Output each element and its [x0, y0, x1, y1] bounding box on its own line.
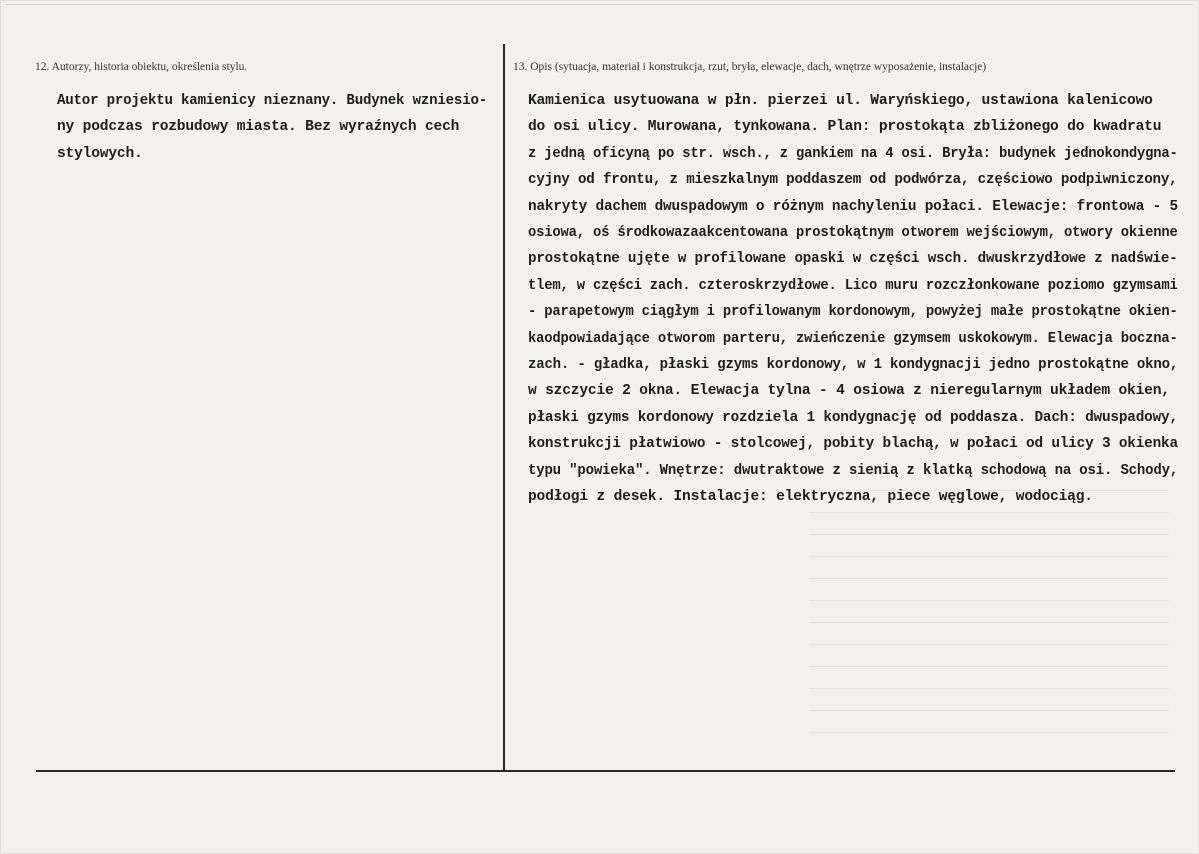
typed-line: prostokątne ujęte w profilowane opaski w części wsch. dwuskrzydłowe z nadświe- [528, 251, 1178, 268]
section-12-heading: 12. Autorzy, historia obiektu, określenia stylu. [35, 61, 248, 73]
typed-line: kaodpowiadające otworom parteru, zwieńczenie gzymsem uskokowym. Elewacja boczna- [528, 330, 1178, 347]
bottom-rule [36, 770, 1175, 772]
typed-line: typu "powieka". Wnętrze: dwutraktowe z sienią z klatką schodową na osi. Schody, [528, 462, 1179, 479]
typed-line: osiowa, oś środkowazaakcentowana prostokątnym otworem wejściowym, otwory okienne [528, 225, 1178, 242]
typed-line: cyjny od frontu, z mieszkalnym poddaszem od podwórza, częściowo podpiwniczony, [528, 172, 1178, 189]
section-13-typed-text [528, 88, 1178, 511]
typed-line: Kamienica usytuowana w płn. pierzei ul. Waryńskiego, ustawiona kalenicowo [528, 93, 1153, 109]
typed-line: w szczycie 2 okna. Elewacja tylna - 4 osiowa z nieregularnym układem okien, [528, 383, 1170, 400]
section-12-typed-text [57, 88, 487, 167]
typed-line: do osi ulicy. Murowana, tynkowana. Plan: prostokąta zbliżonego do kwadratu [528, 119, 1162, 136]
page-top-edge [6, 4, 1193, 5]
typed-line: Autor projektu kamienicy nieznany. Budynek wzniesio- [57, 93, 487, 109]
typed-line: stylowych. [57, 145, 143, 162]
typed-line: nakryty dachem dwuspadowym o różnym nachyleniu połaci. Elewacje: frontowa - 5 [528, 198, 1178, 215]
typed-line: - parapetowym ciągłym i profilowanym kordonowym, powyżej małe prostokątne okien- [528, 304, 1178, 321]
typed-line: tlem, w części zach. czteroskrzydłowe. Lico muru rozczłonkowane poziomo gzymsami [528, 277, 1178, 294]
bleed-through-texture [809, 490, 1169, 750]
typed-line: konstrukcji płatwiowo - stolcowej, pobity blachą, w połaci od ulicy 3 okienka [528, 436, 1178, 453]
typed-line: z jedną oficyną po str. wsch., z gankiem na 4 osi. Bryła: budynek jednokondygna- [528, 145, 1178, 162]
typed-line: zach. - gładka, płaski gzyms kordonowy, w 1 kondygnacji jedno prostokątne okno, [528, 357, 1179, 374]
typed-line: podłogi z desek. Instalacje: elektryczna, piece węglowe, wodociąg. [528, 489, 1093, 506]
typed-line: płaski gzyms kordonowy rozdziela 1 kondygnację od poddasza. Dach: dwuspadowy, [528, 409, 1178, 426]
section-13-heading: 13. Opis (sytuacja, materiał i konstrukcja, rzut, bryła, elewacje, dach, wnętrze wyposażenie, instalacje) [513, 61, 987, 73]
typed-line: ny podczas rozbudowy miasta. Bez wyraźnych cech [57, 119, 460, 136]
column-divider [503, 44, 505, 772]
